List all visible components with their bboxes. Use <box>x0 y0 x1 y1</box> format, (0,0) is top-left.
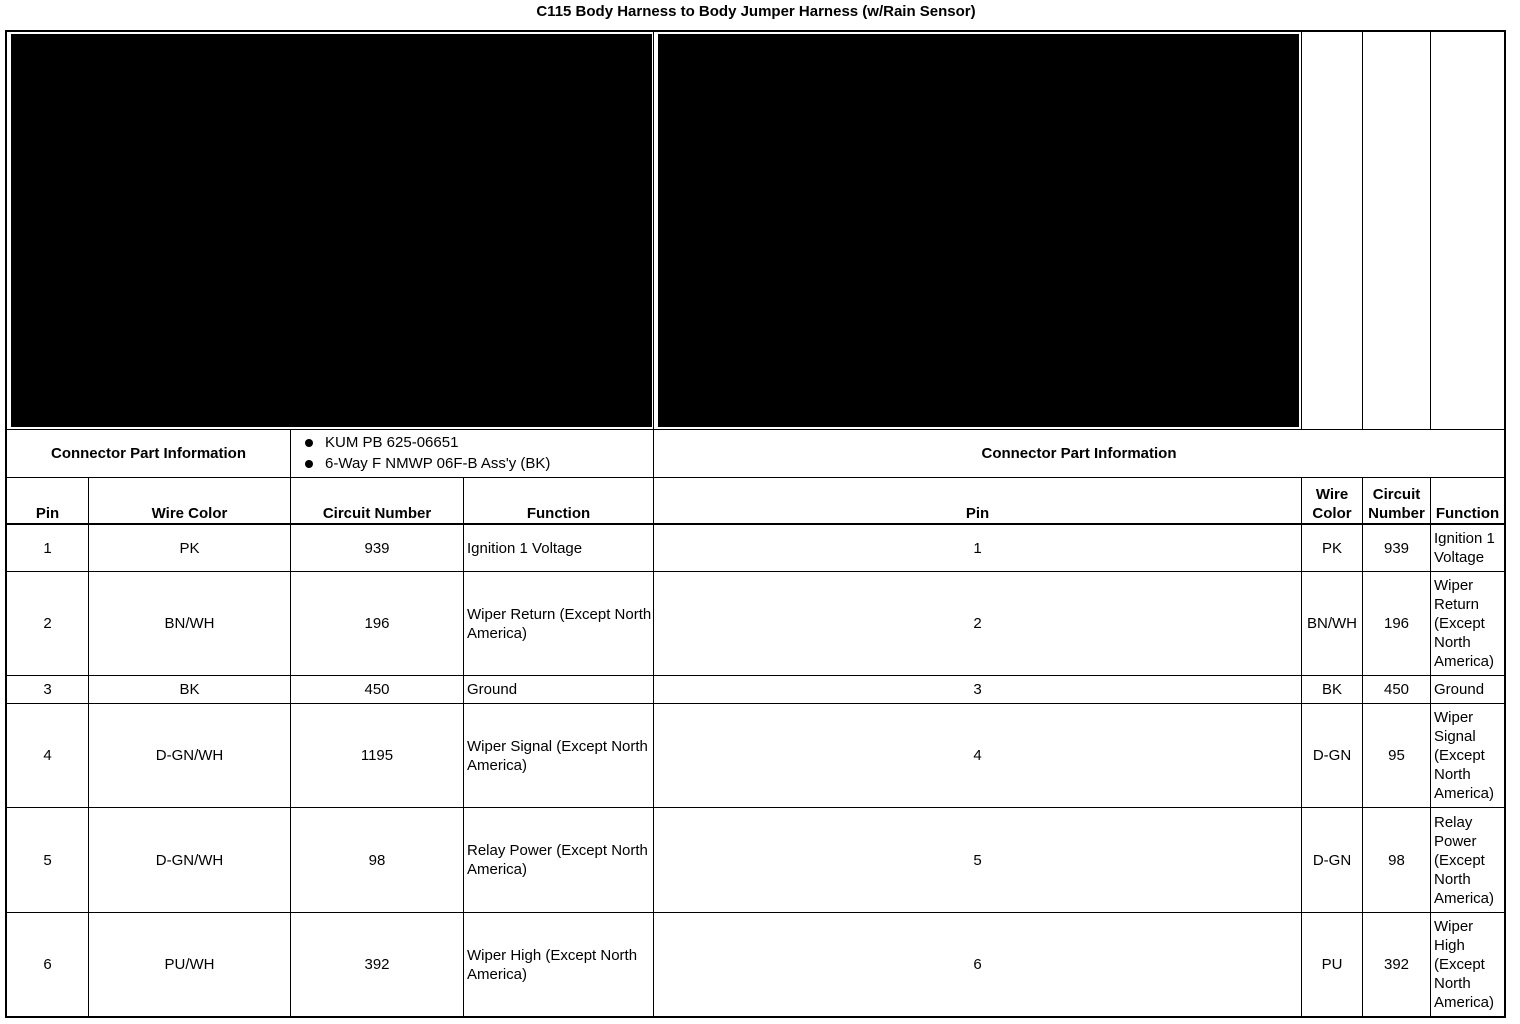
table-cell: PU <box>1321 956 1343 973</box>
table-cell: Relay Power (Except North America) <box>467 842 648 878</box>
table-cell: 939 <box>1383 539 1410 557</box>
table-cell: BK <box>179 681 200 698</box>
connector-part-item: 6-Way F NMWP 06F-B Ass'y (BK) <box>291 453 653 474</box>
table-cell: Wiper Signal (Except North America) <box>467 737 648 774</box>
table-cell: 196 <box>1383 615 1410 632</box>
header-wire-color: Wire Color <box>151 505 228 522</box>
table-cell: Ground <box>467 681 518 698</box>
table-cell: D-GN/WH <box>155 851 224 869</box>
table-cell: D-GN <box>1312 747 1352 764</box>
table-cell: 98 <box>368 851 386 869</box>
divider <box>1430 32 1431 429</box>
table-cell: BK <box>1321 681 1342 698</box>
header-function: Function <box>1435 505 1500 522</box>
table-cell: D-GN/WH <box>155 747 224 764</box>
table-cell: 1 <box>973 539 982 557</box>
table-cell: BN/WH <box>164 615 215 632</box>
connector-info-label-right: Connector Part Information <box>981 445 1177 462</box>
bullet-icon <box>305 439 313 447</box>
connector-face-image-left <box>11 34 652 427</box>
table-cell: Wiper High (Except North America) <box>1434 918 1495 1011</box>
connector-info-label-left: Connector Part Information <box>50 445 246 462</box>
table-cell: 392 <box>364 956 390 973</box>
table-cell: Relay Power (Except North America) <box>1434 813 1495 907</box>
table-cell: 3 <box>43 681 52 698</box>
connector-part-list <box>291 432 653 474</box>
table-cell: Ground <box>1434 681 1485 698</box>
table-cell: Ignition 1 Voltage <box>467 539 583 557</box>
table-cell: 939 <box>364 539 390 557</box>
header-circuit-number: Circuit Number <box>1368 486 1425 522</box>
page-title: C115 Body Harness to Body Jumper Harness (w/Rain Sensor) <box>536 3 976 20</box>
header-pin: Pin <box>35 505 60 522</box>
table-cell: PU/WH <box>164 956 215 973</box>
table-cell: 6 <box>43 956 52 973</box>
connector-part-item: KUM PB 625-06651 <box>291 432 653 453</box>
header-function: Function <box>526 505 591 522</box>
table-cell: 5 <box>973 851 982 869</box>
table-cell: 98 <box>1388 851 1405 869</box>
header-circuit-number: Circuit Number <box>322 505 432 522</box>
connector-table <box>5 30 1506 1018</box>
table-cell: PK <box>1321 539 1342 557</box>
table-cell: 2 <box>43 615 52 632</box>
table-cell: 5 <box>43 851 52 869</box>
table-cell: 450 <box>1383 681 1410 698</box>
table-cell: 4 <box>43 747 52 764</box>
table-cell: D-GN <box>1312 851 1352 869</box>
header-pin: Pin <box>965 505 990 522</box>
table-cell: 4 <box>973 747 982 764</box>
connector-face-image-right <box>658 34 1299 427</box>
header-wire-color: Wire Color <box>1312 486 1352 522</box>
table-cell: 95 <box>1388 747 1405 764</box>
table-cell: BN/WH <box>1307 615 1357 632</box>
table-cell: Wiper Return (Except North America) <box>1434 577 1495 670</box>
divider <box>1362 32 1363 429</box>
table-cell: 392 <box>1383 956 1410 973</box>
table-cell: Wiper High (Except North America) <box>467 946 638 983</box>
table-cell: 196 <box>364 615 390 632</box>
divider <box>1301 32 1302 429</box>
table-cell: 3 <box>973 681 982 698</box>
bullet-icon <box>305 460 313 468</box>
table-cell: PK <box>179 539 200 557</box>
table-cell: Wiper Return (Except North America) <box>467 605 652 642</box>
table-cell: 1 <box>43 539 52 557</box>
table-cell: 6 <box>973 956 982 973</box>
table-cell: 1195 <box>360 747 394 764</box>
table-cell: 450 <box>364 681 390 698</box>
table-cell: Ignition 1 Voltage <box>1434 530 1495 566</box>
table-cell: 2 <box>973 615 982 632</box>
table-cell: Wiper Signal (Except North America) <box>1434 709 1495 802</box>
